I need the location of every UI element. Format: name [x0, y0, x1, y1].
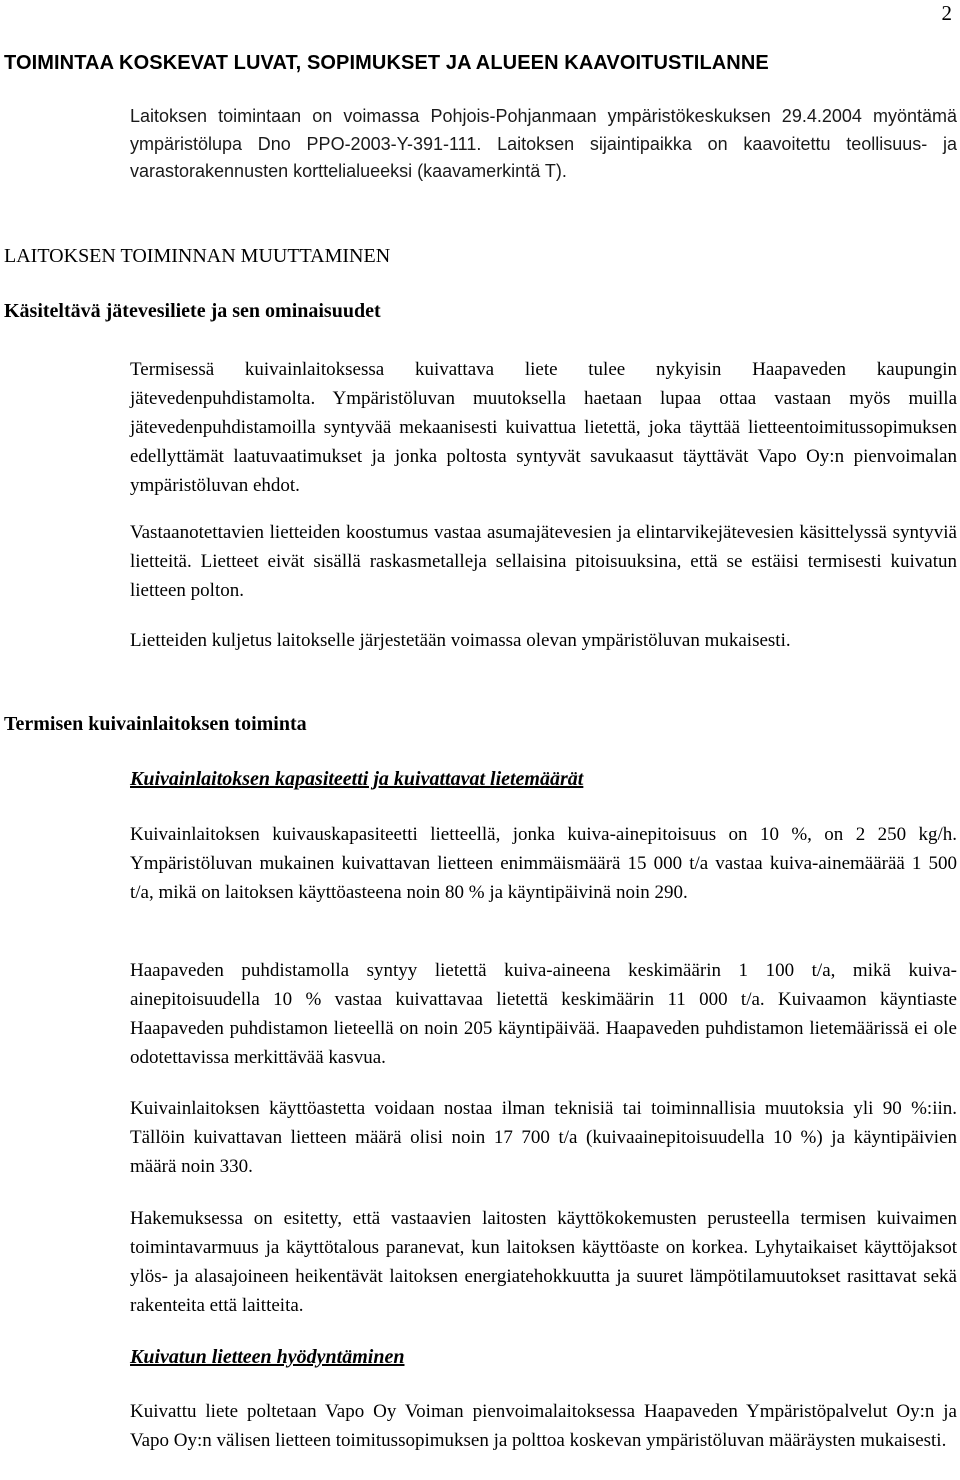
- capacity-paragraph-4: Hakemuksessa on esitetty, että vastaavien laitosten käyttökokemusten perusteella termisen kuivaimen toimintavarmuus ja käyttötalous paranevat, kun laitoksen käyttöaste on korkea. Lyhytaikaiset käyttöjaksot ylös- ja alasajoineen heikentävät laitoksen energiatehokkuutta ja suuret lämpötilamuutokset rasittavat sekä rakenteita että laitteita.: [130, 1208, 957, 1316]
- change-heading: LAITOKSEN TOIMINNAN MUUTTAMINEN: [4, 245, 391, 267]
- use-paragraph: Kuivattu liete poltetaan Vapo Oy Voiman pienvoimalaitoksessa Haapaveden Ympäristöpalvelut Oy:n ja Vapo Oy:n välisen lietteen toimitussopimuksen ja polttoa koskevan ympäristöluvan määräysten mukaisesti.: [130, 1401, 957, 1451]
- capacity-paragraph-3: Kuivainlaitoksen käyttöastetta voidaan nostaa ilman teknisiä tai toiminnallisia muutoksia yli 90 %:iin. Tällöin kuivattavan lietteen määrä olisi noin 17 700 t/a (kuivaainepitoisuudella 10 %) ja käyntipäivien määrä noin 330.: [130, 1098, 957, 1177]
- permits-heading: TOIMINTAA KOSKEVAT LUVAT, SOPIMUKSET JA ALUEEN KAAVOITUSTILANNE: [4, 52, 769, 74]
- page-number: 2: [941, 1, 952, 25]
- sludge-paragraph-1: Termisessä kuivainlaitoksessa kuivattava liete tulee nykyisin Haapaveden kaupungin jätevedenpuhdistamolta. Ympäristöluvan muutoksella haetaan lupaa ottaa vastaan myös muilla jätevedenpuhdistamoilla syntyvää mekaanisesti kuivattua lietettä, joka täyttää lietteentoimitussopimuksen edellyttämät laatuvaatimukset ja jonka poltosta syntyvät savukaasut täyttävät Vapo Oy:n pienvoimalan ympäristöluvan ehdot.: [130, 359, 957, 496]
- capacity-paragraph-2: Haapaveden puhdistamolla syntyy lietettä kuiva-aineena keskimäärin 1 100 t/a, mikä kuiva-ainepitoisuudella 10 % vastaa kuivattavaa lietettä keskimäärin 11 000 t/a. Kuivaamon käyntiaste Haapaveden puhdistamon lieteellä on noin 205 käyntipäivää. Haapaveden puhdistamon lietemäärissä ei ole odotettavissa merkittävää kasvua.: [130, 960, 957, 1068]
- sludge-heading: Käsiteltävä jätevesiliete ja sen ominaisuudet: [4, 300, 381, 322]
- sludge-paragraph-3: Lietteiden kuljetus laitokselle järjestetään voimassa olevan ympäristöluvan mukaisesti.: [130, 630, 791, 651]
- use-heading: Kuivatun lietteen hyödyntäminen: [130, 1346, 405, 1368]
- permits-paragraph: Laitoksen toimintaan on voimassa Pohjois-Pohjanmaan ympäristökeskuksen 29.4.2004 myöntämä ympäristölupa Dno PPO-2003-Y-391-111. Laitoksen sijaintipaikka on kaavoitettu teollisuus- ja varastorakennusten korttelialueeksi (kaavamerkintä T).: [130, 106, 957, 181]
- operation-heading: Termisen kuivainlaitoksen toiminta: [4, 713, 307, 735]
- sludge-paragraph-2: Vastaanotettavien lietteiden koostumus vastaa asumajätevesien ja elintarvikejätevesien käsittelyssä syntyviä lietteitä. Lietteet eivät sisällä raskasmetalleja sellaisina pitoisuuksina, että se estäisi termisesti kuivatun lietteen polton.: [130, 522, 957, 601]
- capacity-paragraph-1: Kuivainlaitoksen kuivauskapasiteetti lietteellä, jonka kuiva-ainepitoisuus on 10 %, on 2 250 kg/h. Ympäristöluvan mukainen kuivattavan lietteen enimmäismäärä 15 000 t/a vastaa kuiva-ainemäärää 1 500 t/a, mikä on laitoksen käyttöasteena noin 80 % ja käyntipäivinä noin 290.: [130, 824, 957, 903]
- capacity-heading: Kuivainlaitoksen kapasiteetti ja kuivattavat lietemäärät: [130, 768, 584, 790]
